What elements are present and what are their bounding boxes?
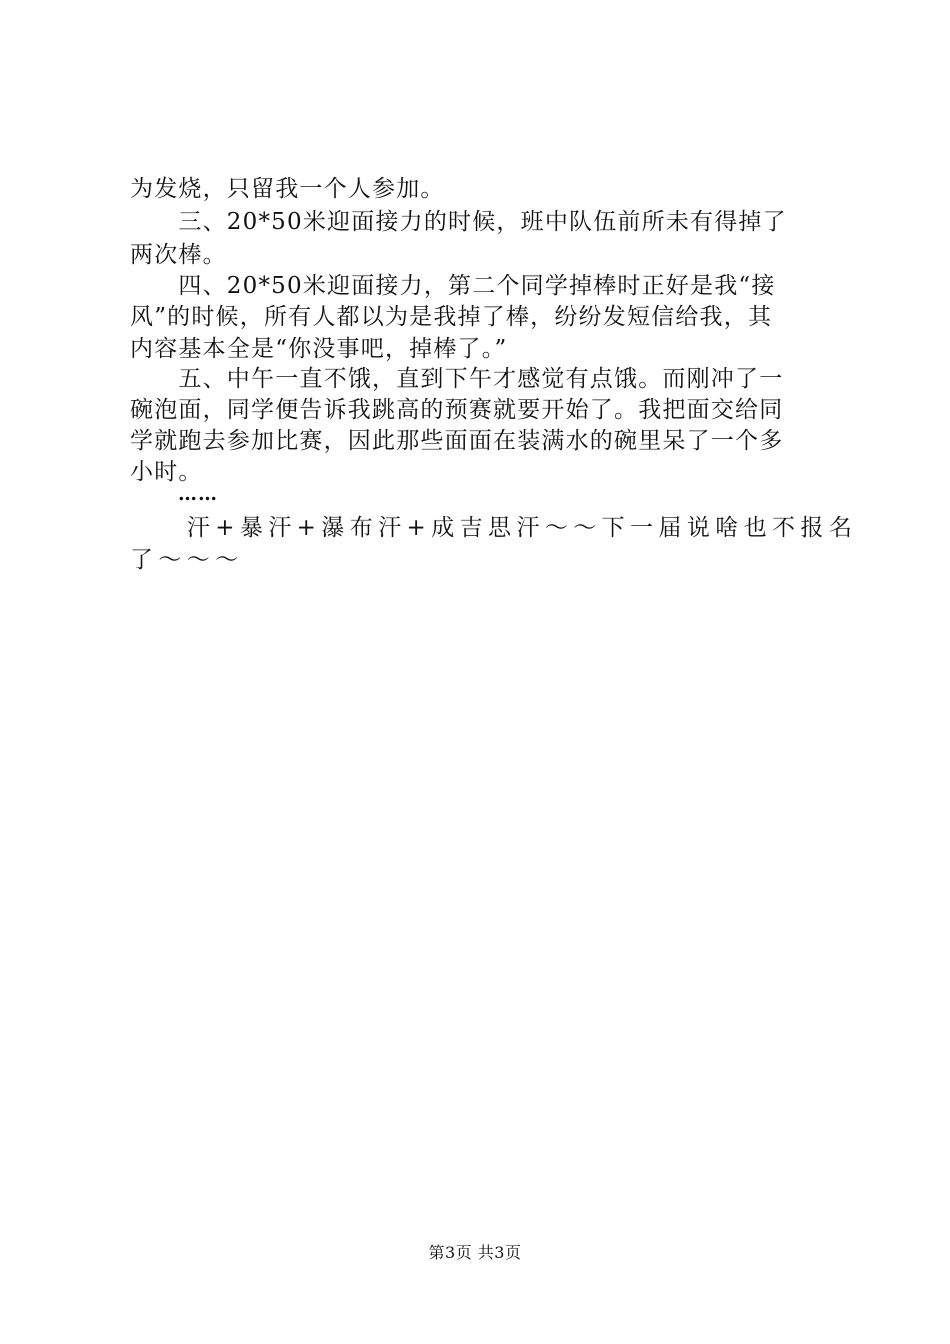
paragraph-line: 为发烧，只留我一个人参加。	[130, 176, 445, 202]
paragraph-line: 风”的时候，所有人都以为是我掉了棒，纷纷发短信给我，其	[130, 304, 773, 330]
paragraph-line: 五、中午一直不饿，直到下午才感觉有点饿。而刚冲了一	[130, 366, 784, 392]
paragraph-line: 小时。	[130, 459, 203, 485]
paragraph-line: 学就跑去参加比赛，因此那些面面在装满水的碗里呆了一个多	[130, 428, 784, 454]
closing-line: 汗+暴汗+瀑布汗+成吉思汗～～下一届说啥也不报名	[130, 515, 858, 541]
paragraph-line: 四、20*50米迎面接力，第二个同学掉棒时正好是我“接	[130, 273, 776, 299]
page-number-footer: 第3页 共3页	[428, 1243, 522, 1262]
ellipsis-line: ……	[178, 483, 218, 505]
paragraph-line: 碗泡面，同学便告诉我跳高的预赛就要开始了。我把面交给同	[130, 397, 784, 423]
paragraph-line: 两次棒。	[130, 242, 227, 268]
paragraph-line: 内容基本全是“你没事吧，掉棒了。”	[130, 336, 508, 362]
paragraph-line: 三、20*50米迎面接力的时候，班中队伍前所未有得掉了	[130, 209, 787, 235]
closing-line: 了～～～	[130, 547, 244, 573]
